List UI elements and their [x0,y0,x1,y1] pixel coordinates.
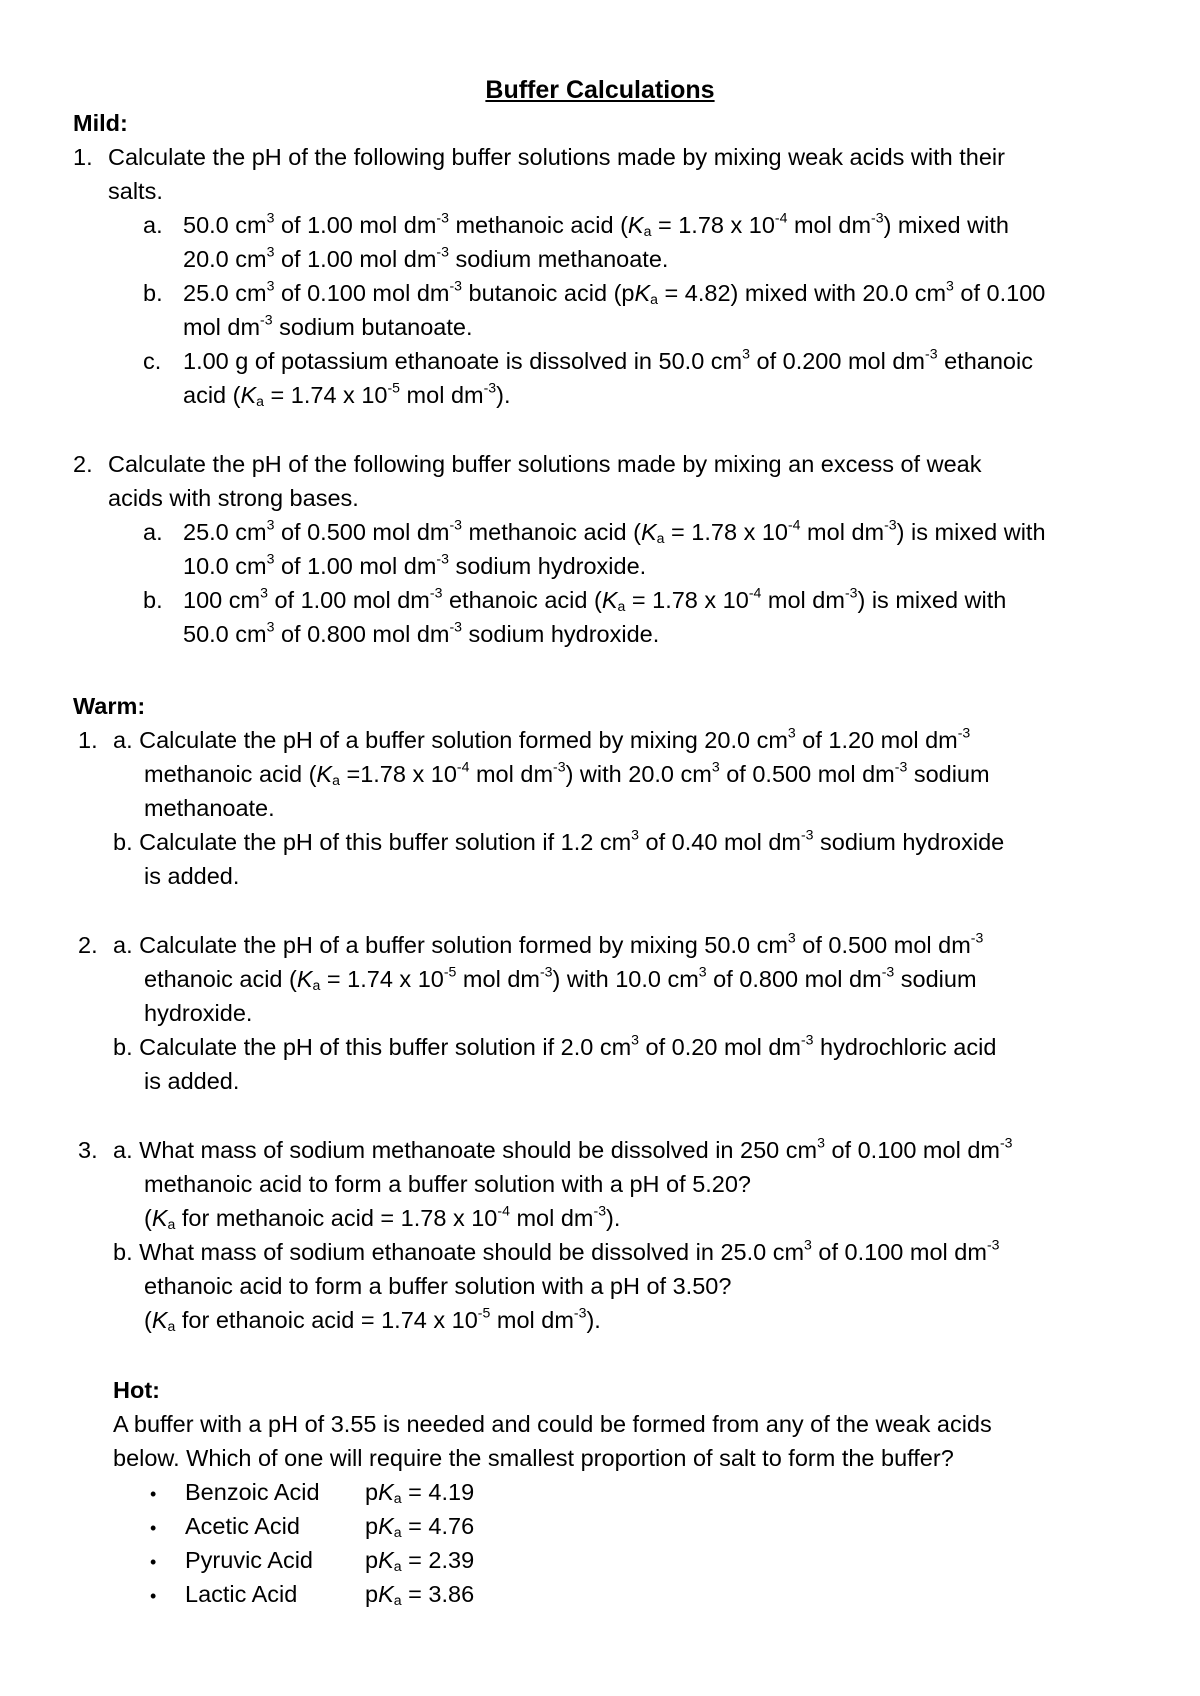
warm-q2a-cont: ethanoic acid ($K_a = 1.74$ x $10^{-5}$ mol $dm^{-3}$) with 10.0 $cm^3$ of 0.800 mol $dm^{-3}$ sodium [144,963,977,993]
part-letter: a. [143,212,163,238]
warm-q3a: 3. a. What mass of sodium methanoate should be dissolved in 250 $cm^3$ of 0.100 mol $dm^{-3}$ [78,1133,1013,1168]
question-text: Calculate the pH of the following buffer solutions made by mixing weak acids with their [108,144,1005,170]
part-letter: a. [113,1137,133,1163]
part-letter: a. [113,727,133,753]
warm-q2a: 2. a. Calculate the pH of a buffer solution formed by mixing 50.0 $cm^3$ of 0.500 mol $dm^{-3}$ [78,928,983,963]
acid-pka: 2.39 [428,1547,475,1573]
question-text-cont: salts. [108,178,163,204]
hot-text-cont: below. Which of one will require the smallest proportion of salt to form the buffer? [113,1445,954,1471]
part-letter: b. [113,829,133,855]
mild-q1 [73,140,1005,175]
bullet-icon: • [150,1484,157,1504]
mild-q1b-cont: mol $dm^{-3}$ sodium butanoate. [183,311,473,340]
mild-q1c: c. 1.00 g of potassium ethanoate is dissolved in 50.0 $cm^3$ of 0.200 mol $dm^{-3}$ ethanoic [143,344,1033,379]
mild-q2b: b. 100 $cm^3$ of 1.00 mol $dm^{-3}$ ethanoic acid ($K_a = 1.78$ x $10^{-4}$ mol $dm^{-3}$) is mixed with [143,583,1006,618]
question-number: 1. [78,727,98,753]
mild-q1c-cont: acid ($K_a = 1.74$ x $10^{-5}$ mol $dm^{-3}$). [183,379,511,409]
warm-q3b-cont2: ($K_a$ for ethanoic acid = 1.74 x $10^{-5}$ mol $dm^{-3}$). [144,1304,601,1334]
warm-q1b: b. Calculate the pH of this buffer solution if 1.2 $cm^3$ of 0.40 mol $dm^{-3}$ sodium hydroxide [113,826,1005,855]
acid-name: Lactic Acid [185,1581,298,1607]
section-heading-mild: Mild: [73,110,128,136]
acid-name: Pyruvic Acid [185,1547,313,1573]
mild-q1a-cont: 20.0 $cm^3$ of 1.00 mol $dm^{-3}$ sodium methanoate. [183,243,669,272]
mild-q1b: b. 25.0 $cm^3$ of 0.100 mol $dm^{-3}$ butanoic acid $(pK_a = 4.82)$ mixed with 20.0 $cm^3$ of 0.100 [143,276,1045,311]
warm-q3b: b. What mass of sodium ethanoate should be dissolved in 25.0 $cm^3$ of 0.100 mol $dm^{-3}$ [113,1236,1000,1265]
bullet-icon: • [150,1518,157,1538]
part-letter: b. [143,587,163,613]
list-item: • Pyruvic Acid $pK_a = 2.39$ [150,1543,474,1580]
part-letter: b. [113,1239,133,1265]
question-number: 1. [73,144,93,170]
hot-text: A buffer with a pH of 3.55 is needed and could be formed from any of the weak acids [113,1411,992,1437]
warm-q1a-cont2: methanoate. [144,795,275,821]
acid-name: Benzoic Acid [185,1479,320,1505]
acid-pka: 4.19 [428,1479,475,1505]
warm-q3a-cont2: ($K_a$ for methanoic acid = 1.78 x $10^{-4}$ mol $dm^{-3}$). [144,1202,621,1232]
part-letter: a. [113,932,133,958]
warm-q3a-cont: methanoic acid to form a buffer solution with a pH of 5.20? [144,1171,751,1197]
mild-q1a: a. 50.0 $cm^3$ of 1.00 mol $dm^{-3}$ methanoic acid ($K_a = 1.78$ x $10^{-4}$ mol $dm^{-3}$) mixed with [143,208,1009,243]
part-letter: c. [143,348,162,374]
warm-q1b-cont: is added. [144,863,240,889]
question-number: 3. [78,1137,98,1163]
question-text: Calculate the pH of the following buffer solutions made by mixing an excess of weak [108,451,982,477]
mild-q2 [73,447,981,482]
question-number: 2. [78,932,98,958]
list-item: • Lactic Acid $pK_a = 3.86$ [150,1577,474,1614]
question-number: 2. [73,451,93,477]
warm-q2a-cont2: hydroxide. [144,1000,253,1026]
question-text-cont: acids with strong bases. [108,485,359,511]
acid-name: Acetic Acid [185,1513,300,1539]
list-item: • Benzoic Acid $pK_a = 4.19$ [150,1475,474,1512]
section-heading-hot: Hot: [113,1377,160,1403]
mild-q2a-cont: 10.0 $cm^3$ of 1.00 mol $dm^{-3}$ sodium hydroxide. [183,550,647,579]
part-letter: b. [113,1034,133,1060]
bullet-icon: • [150,1586,157,1606]
mild-q2b-cont: 50.0 $cm^3$ of 0.800 mol $dm^{-3}$ sodium hydroxide. [183,618,660,647]
acid-pka: 4.76 [428,1513,475,1539]
section-heading-warm: Warm: [73,693,146,719]
bullet-icon: • [150,1552,157,1572]
mild-q2a: a. 25.0 $cm^3$ of 0.500 mol $dm^{-3}$ methanoic acid ($K_a = 1.78$ x $10^{-4}$ mol $dm^{-3}$) is mixed with [143,515,1046,550]
warm-q1a-cont: methanoic acid ($K_a =1.78$ x $10^{-4}$ mol $dm^{-3}$) with 20.0 $cm^3$ of 0.500 mol $dm^{-3}$ sodium [144,758,990,788]
part-letter: b. [143,280,163,306]
part-letter: a. [143,519,163,545]
warm-q2b: b. Calculate the pH of this buffer solution if 2.0 $cm^3$ of 0.20 mol $dm^{-3}$ hydrochloric acid [113,1031,997,1060]
page-title: Buffer Calculations [485,76,715,104]
list-item: • Acetic Acid $pK_a = 4.76$ [150,1509,474,1546]
warm-q2b-cont: is added. [144,1068,240,1094]
warm-q3b-cont: ethanoic acid to form a buffer solution with a pH of 3.50? [144,1273,732,1299]
warm-q1a: 1. a. Calculate the pH of a buffer solution formed by mixing 20.0 $cm^3$ of 1.20 mol $dm^{-3}$ [78,723,970,758]
acid-pka: 3.86 [428,1581,475,1607]
